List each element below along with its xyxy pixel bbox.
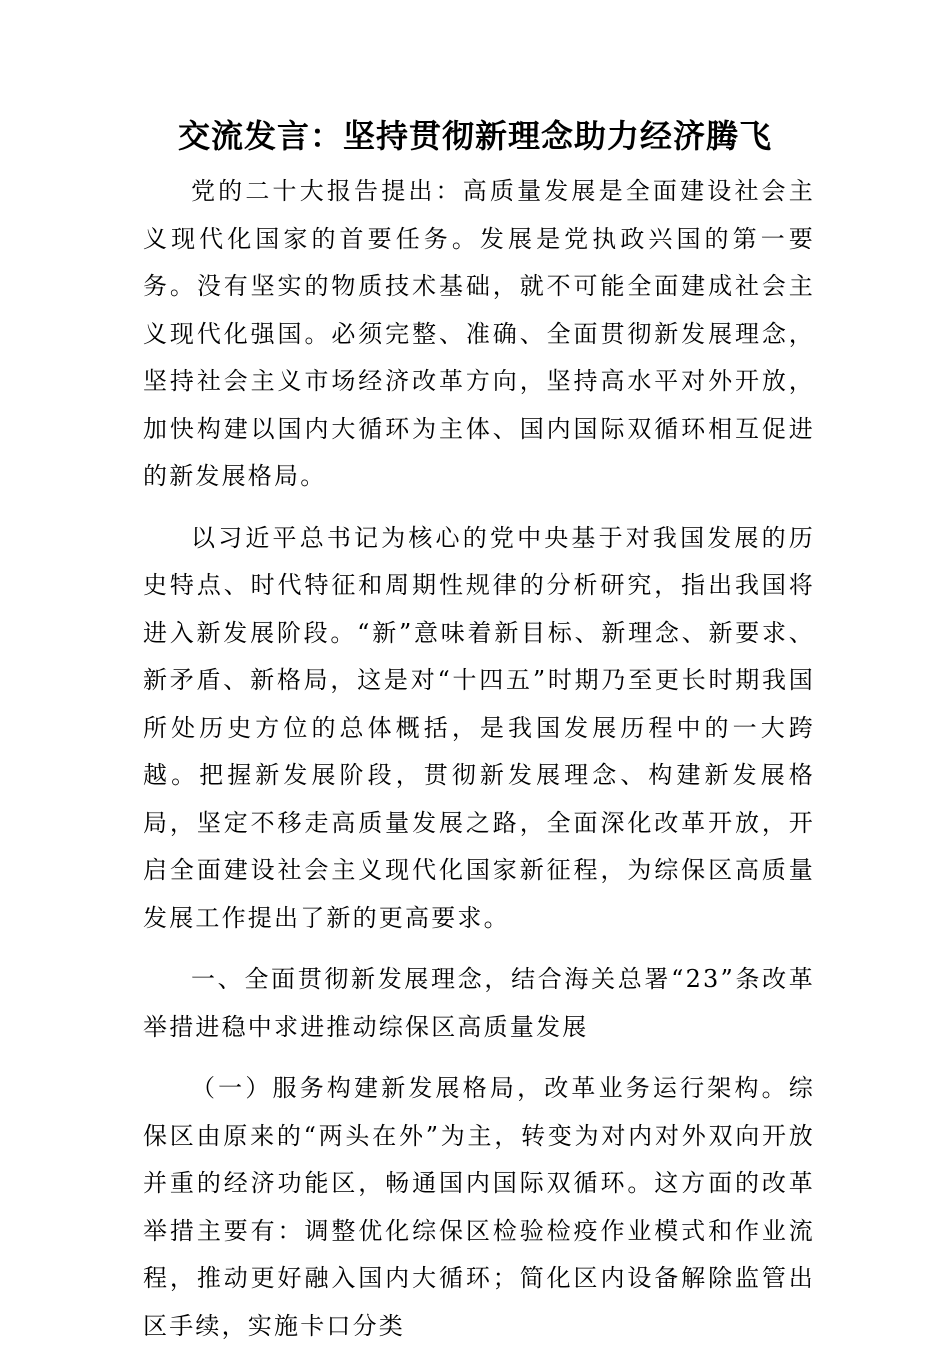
document-title: 交流发言：坚持贯彻新理念助力经济腾飞 [177,117,772,155]
paragraph-intro: 党的二十大报告提出：高质量发展是全面建设社会主义现代化国家的首要任务。发展是党执政兴国的第一要务。没有坚实的物质技术基础，就不可能全面建成社会主义现代化强国。必须完整、准确、全面贯彻新发展理念，坚持社会主义市场经济改革方向，坚持高水平对外开放，加快构建以国内大循环为主体、国内国际双循环相互促进的新发展格局。 [143,177,815,490]
section-heading-1: 一、全面贯彻新发展理念，结合海关总署“23”条改革举措进稳中求进推动综保区高质量发展 [143,965,815,1041]
paragraph-new-stage: 以习近平总书记为核心的党中央基于对我国发展的历史特点、时代特征和周期性规律的分析研究，指出我国将进入新发展阶段。“新”意味着新目标、新理念、新要求、新矛盾、新格局，这是对“十四五”时期乃至更长时期我国所处历史方位的总体概括，是我国发展历程中的一大跨越。把握新发展阶段，贯彻新发展理念、构建新发展格局，坚定不移走高质量发展之路，全面深化改革开放，开启全面建设社会主义现代化国家新征程，为综保区高质量发展工作提出了新的更高要求。 [143,523,815,932]
document-body [143,168,815,1364]
paragraph-subsection-1: （一）服务构建新发展格局，改革业务运行架构。综保区由原来的“两头在外”为主，转变为对内对外双向开放并重的经济功能区，畅通国内国际双循环。这方面的改革举措主要有：调整优化综保区检验检疫作业模式和作业流程，推动更好融入国内大循环；简化区内设备解除监管出区手续，实施卡口分类 [143,1074,815,1340]
